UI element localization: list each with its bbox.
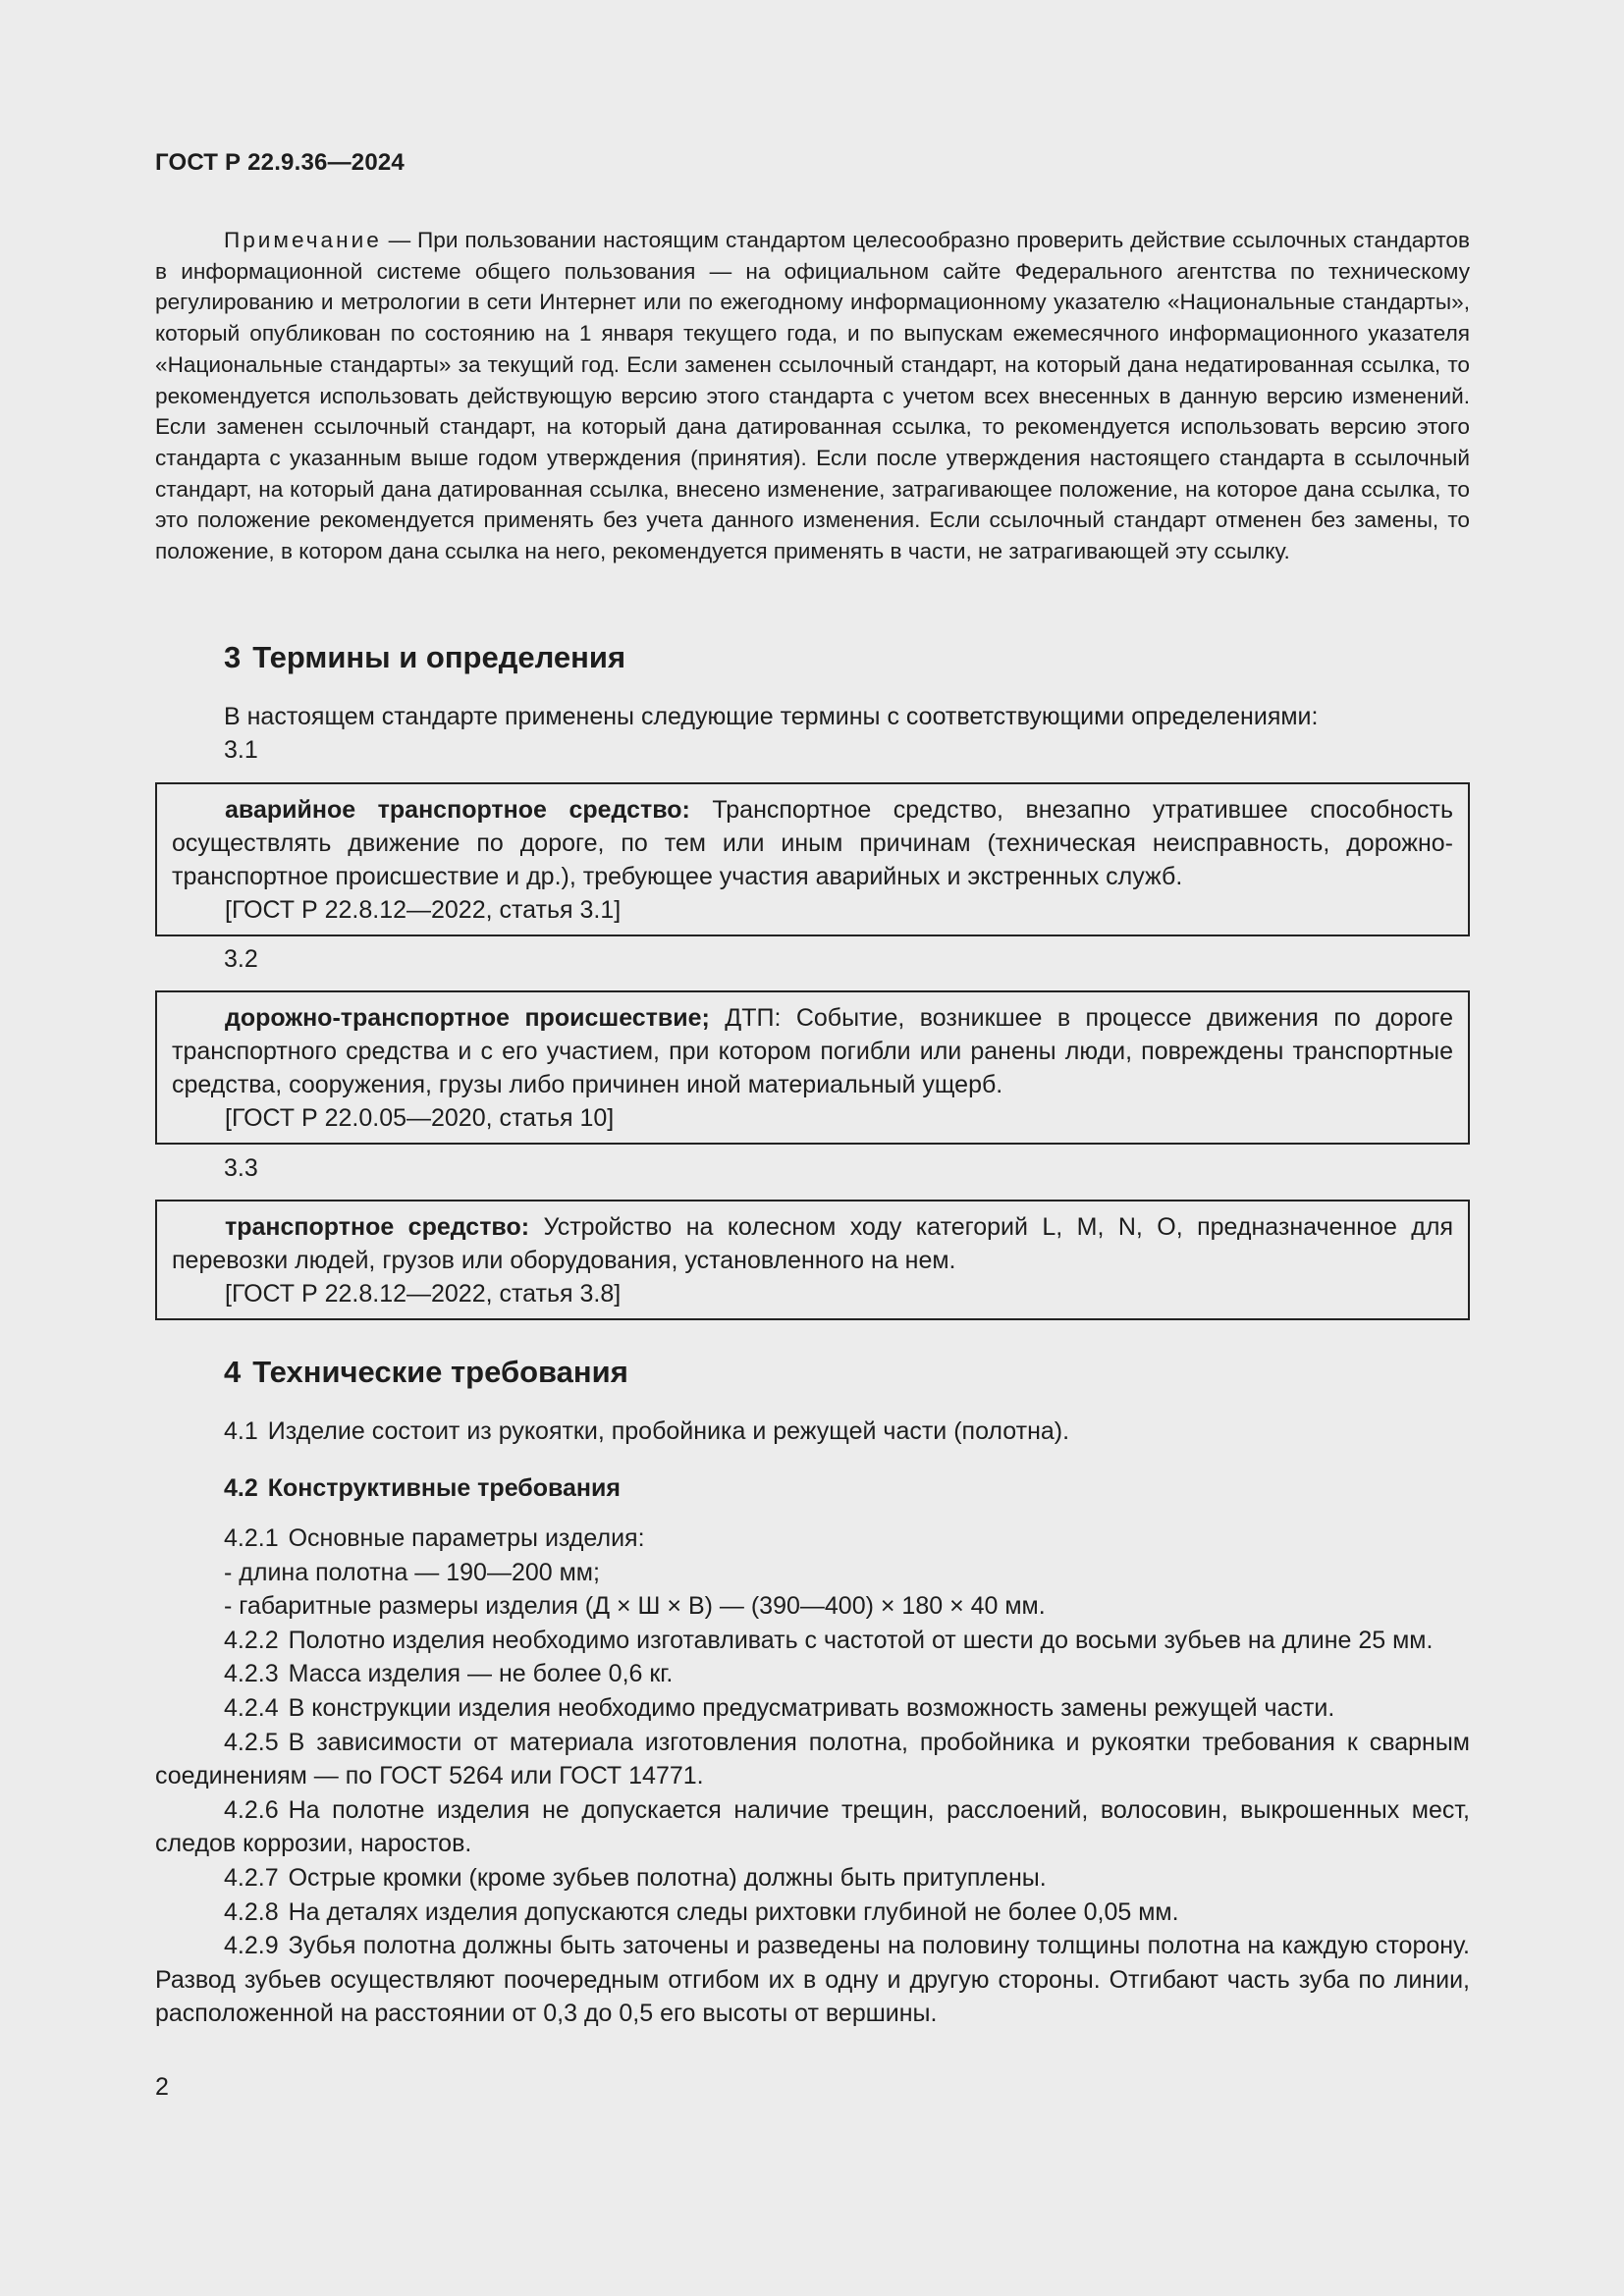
- list-item: [155, 1556, 1470, 1590]
- clause-item: [155, 1793, 1470, 1861]
- term-number: 3.2: [224, 945, 258, 973]
- clause-text: Основные параметры изделия:: [288, 1524, 645, 1552]
- clause-number: 4.2.1: [224, 1524, 279, 1552]
- note-text: — При пользовании настоящим стандартом целесообразно проверить действие ссылочных стандартов в информационной системе общего пользования — на официальном сайте Федерального агентства по техническому регулированию и метрологии в сети Интернет или по ежегодному информационному указателю «Национальные стандарты», который опубликован по состоянию на 1 января текущего года, и по выпускам ежемесячного информационного указателя «Национальные стандарты» за текущий год. Если заменен ссылочный стандарт, на который дана недатированная ссылка, то рекомендуется использовать действующую версию этого стандарта с учетом всех внесенных в данную версию изменений. Если заменен ссылочный стандарт, на который дана датированная ссылка, то рекомендуется использовать версию этого стандарта с указанным выше годом утверждения (принятия). Если после утверждения настоящего стандарта в ссылочный стандарт, на который дана датированная ссылка, внесено изменение, затрагивающее положение, на которое дана ссылка, то это положение рекомендуется применять без учета данного изменения. Если ссылочный стандарт отменен без замены, то положение, в котором дана ссылка на него, рекомендуется применять в части, не затрагивающей эту ссылку.: [155, 228, 1470, 564]
- subsection-4-2-title: Конструктивные требования: [267, 1474, 621, 1502]
- section-4-title: Технические требования: [252, 1355, 628, 1389]
- clause-number: 4.2.4: [224, 1693, 279, 1722]
- term-name: аварийное транспортное средство:: [225, 796, 690, 824]
- term-text: ДТП: Событие, возникшее в процессе движения по дороге транспортного средства и с его участием, при котором погибли или ранены люди, повреждены транспортные средства, сооружения, грузы либо причинен иной материальный ущерб.: [172, 1004, 1453, 1098]
- clause-number: 4.2.7: [224, 1863, 279, 1892]
- clause-number: 4.1: [224, 1417, 258, 1445]
- clause-number: 4.2.8: [224, 1897, 279, 1926]
- section-4-heading: [224, 1355, 628, 1390]
- list-item-text: - длина полотна — 190—200 мм;: [224, 1558, 600, 1586]
- section-3-title: Термины и определения: [252, 640, 626, 674]
- clause-text: В конструкции изделия необходимо предусматривать возможность замены режущей части.: [288, 1693, 1335, 1722]
- subsection-4-2-heading: [224, 1474, 621, 1503]
- document-page: [155, 0, 1470, 2296]
- section-3-intro: В настоящем стандарте применены следующие термины с соответствующими определениями:: [224, 703, 1319, 730]
- clause-text: Изделие состоит из рукоятки, пробойника и режущей части (полотна).: [267, 1417, 1070, 1445]
- note-paragraph: [155, 225, 1470, 567]
- clause-item: [155, 1929, 1470, 2031]
- clause-text: На полотне изделия не допускается наличие трещин, расслоений, волосовин, выкрошенных мест, следов коррозии, наростов.: [155, 1795, 1470, 1858]
- term-number: 3.3: [224, 1154, 258, 1182]
- clause-item: [155, 1861, 1470, 1896]
- term-source: [ГОСТ Р 22.8.12—2022, статья 3.1]: [225, 896, 622, 924]
- section-4-number: 4: [224, 1355, 242, 1389]
- section-3-heading: [224, 640, 625, 675]
- clause-item: [155, 1691, 1470, 1726]
- term-name: дорожно-транспортное происшествие;: [225, 1004, 710, 1032]
- clause-item: [155, 1522, 1470, 1556]
- standard-code-header: ГОСТ Р 22.9.36—2024: [155, 149, 405, 176]
- clause-text: Острые кромки (кроме зубьев полотна) должны быть притуплены.: [288, 1863, 1047, 1892]
- term-number: 3.1: [224, 736, 258, 764]
- term-text: Устройство на колесном ходу категорий L, M, N, O, предназначенное для перевозки людей, грузов или оборудования, установленного на нем.: [172, 1213, 1453, 1274]
- clause-number: 4.2.2: [224, 1626, 279, 1654]
- note-label: Примечание: [224, 228, 382, 252]
- clause-text: Полотно изделия необходимо изготавливать с частотой от шести до восьми зубьев на длине 25 мм.: [288, 1626, 1434, 1654]
- section-3-number: 3: [224, 640, 242, 674]
- term-definition: [172, 1210, 1453, 1277]
- section-4-clauses: [155, 1522, 1470, 2031]
- subsection-4-2-number: 4.2: [224, 1474, 258, 1502]
- term-definition: [172, 793, 1453, 893]
- clause-text: На деталях изделия допускаются следы рихтовки глубиной не более 0,05 мм.: [288, 1897, 1179, 1926]
- term-box: [155, 1200, 1470, 1320]
- clause-text: Зубья полотна должны быть заточены и разведены на половину толщины полотна на каждую сторону. Развод зубьев осуществляют поочередным отгибом их в одну и другую стороны. Отгибают часть зуба по линии, расположенной на расстоянии от 0,3 до 0,5 его высоты от вершины.: [155, 1932, 1470, 2028]
- term-box: [155, 782, 1470, 936]
- term-source: [ГОСТ Р 22.8.12—2022, статья 3.8]: [225, 1280, 622, 1308]
- clause-item: [155, 1726, 1470, 1793]
- clause-text: Масса изделия — не более 0,6 кг.: [288, 1660, 674, 1688]
- clause-4-1: [224, 1417, 1069, 1446]
- clause-number: 4.2.6: [224, 1795, 279, 1824]
- clause-text: В зависимости от материала изготовления полотна, пробойника и рукоятки требования к сварным соединениям — по ГОСТ 5264 или ГОСТ 14771.: [155, 1728, 1470, 1790]
- list-item-text: - габаритные размеры изделия (Д × Ш × В) — (390—400) × 180 × 40 мм.: [224, 1592, 1046, 1621]
- clause-item: [155, 1896, 1470, 1930]
- clause-item: [155, 1624, 1470, 1658]
- clause-item: [155, 1657, 1470, 1691]
- list-item: [155, 1589, 1470, 1624]
- clause-number: 4.2.3: [224, 1660, 279, 1688]
- page-number: 2: [155, 2073, 169, 2101]
- clause-number: 4.2.9: [224, 1932, 279, 1960]
- term-text: Транспортное средство, внезапно утратившее способность осуществлять движение по дороге, по тем или иным причинам (техническая неисправность, дорожно-транспортное происшествие и др.), требующее участия аварийных и экстренных служб.: [172, 796, 1453, 890]
- term-source: [ГОСТ Р 22.0.05—2020, статья 10]: [225, 1104, 615, 1132]
- term-box: [155, 990, 1470, 1145]
- clause-number: 4.2.5: [224, 1728, 279, 1756]
- term-definition: [172, 1001, 1453, 1101]
- term-name: транспортное средство:: [225, 1213, 530, 1241]
